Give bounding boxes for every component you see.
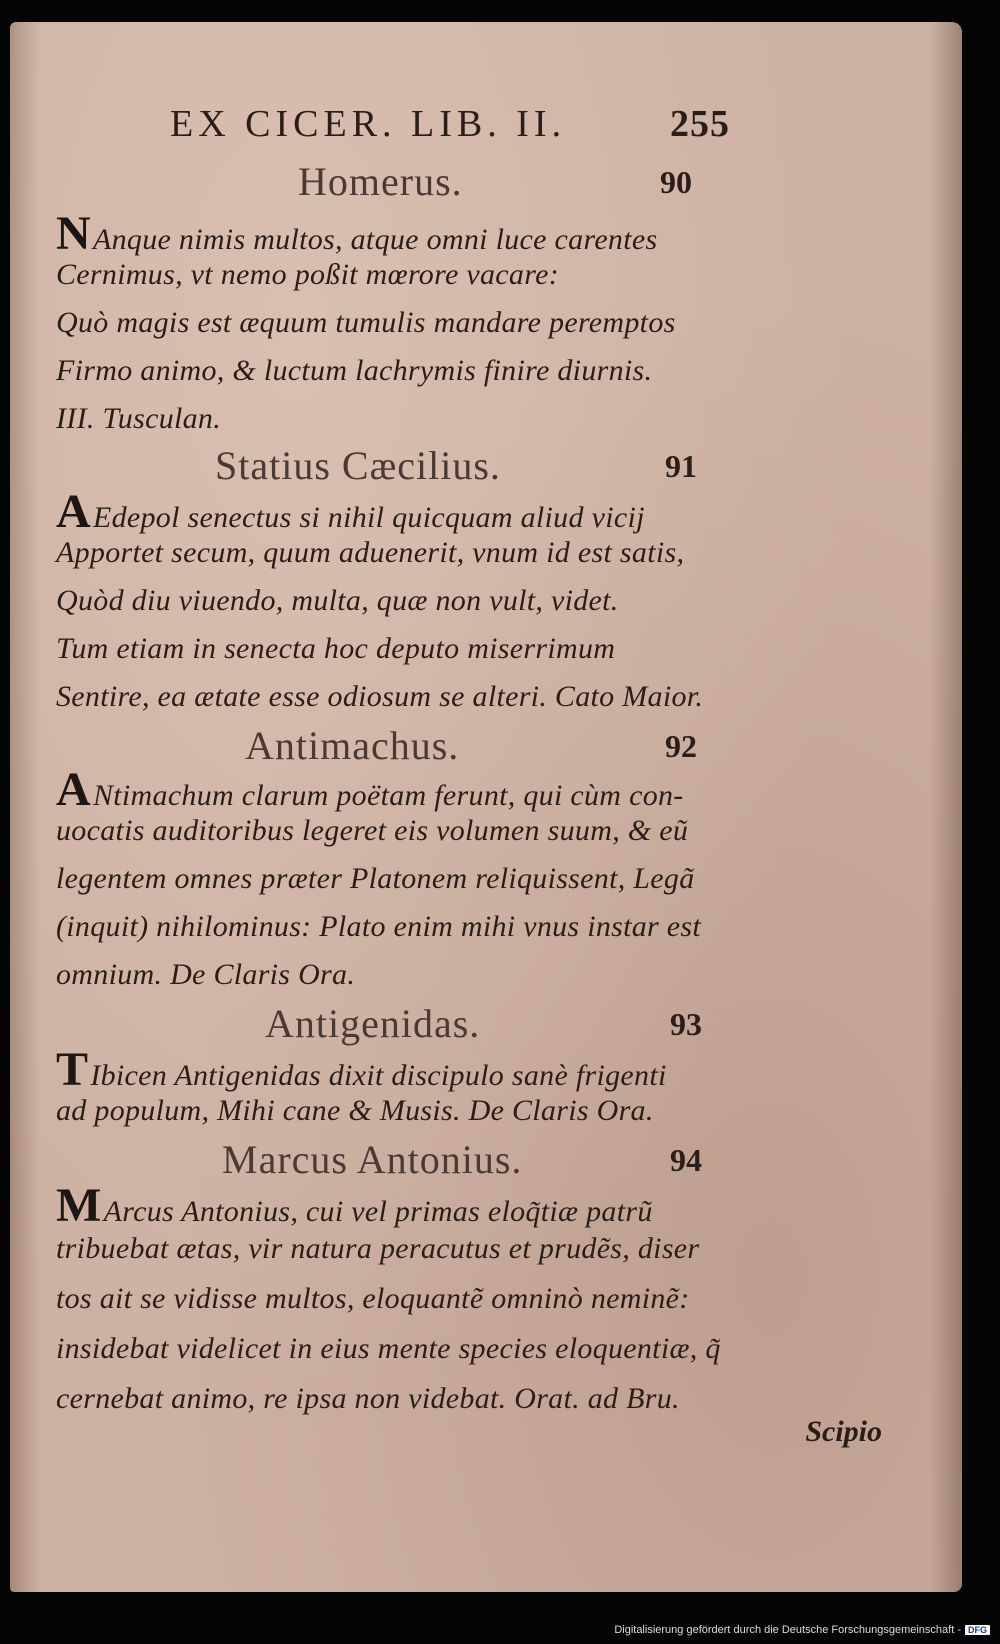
section-number: 91 xyxy=(665,448,697,484)
drop-cap: N xyxy=(56,207,91,260)
text-line: (inquit) nihilominus: Plato enim mihi vnus instar est xyxy=(56,910,702,943)
text-line: ad populum, Mihi cane & Musis. De Claris Ora. xyxy=(56,1094,654,1127)
dfg-logo-icon: DFG xyxy=(965,1625,990,1635)
text-line: Quò magis est æquum tumulis mandare peremptos xyxy=(56,306,676,339)
text-line: TIbicen Antigenidas dixit discipulo sanè frigenti xyxy=(56,1043,667,1096)
drop-cap: M xyxy=(56,1179,102,1232)
drop-cap: T xyxy=(56,1043,89,1096)
section-number: 92 xyxy=(665,728,697,764)
section-heading: Antigenidas. xyxy=(265,1001,481,1046)
page-number: 255 xyxy=(670,103,730,145)
section-number: 90 xyxy=(660,164,692,200)
text-line: omnium. De Claris Ora. xyxy=(56,958,356,991)
text-line: Firmo animo, & luctum lachrymis finire diurnis. xyxy=(56,354,653,387)
drop-cap: A xyxy=(56,485,91,538)
text-line: NAnque nimis multos, atque omni luce carentes xyxy=(56,207,658,260)
text-line: MArcus Antonius, cui vel primas eloq̃tiæ patrũ xyxy=(56,1179,653,1232)
text-line: cernebat animo, re ipsa non videbat. Orat. ad Bru. xyxy=(56,1382,680,1415)
text-line: Tum etiam in senecta hoc deputo miserrimum xyxy=(56,632,616,665)
running-title: EX CICER. LIB. II. xyxy=(170,103,567,145)
text-line: Sentire, ea ætate esse odiosum se alteri. Cato Maior. xyxy=(56,680,704,713)
section-heading: Antimachus. xyxy=(245,723,460,768)
text-line: tribuebat ætas, vir natura peracutus et prudẽs, diser xyxy=(56,1232,700,1265)
drop-cap: A xyxy=(56,763,91,816)
text-line: Apportet secum, quum aduenerit, vnum id est satis, xyxy=(56,536,685,569)
section-heading: Homerus. xyxy=(298,159,463,204)
section-number: 94 xyxy=(670,1142,702,1178)
text-line: insidebat videlicet in eius mente species eloquentiæ, q̃ xyxy=(56,1332,721,1365)
footer-credit xyxy=(614,1624,990,1636)
text-line: uocatis auditoribus legeret eis volumen suum, & eũ xyxy=(56,814,689,847)
text-line: Quòd diu viuendo, multa, quæ non vult, videt. xyxy=(56,584,619,617)
section-heading: Marcus Antonius. xyxy=(222,1137,523,1182)
text-line: AEdepol senectus si nihil quicquam aliud vicij xyxy=(56,485,645,538)
footer-text: Digitalisierung gefördert durch die Deutsche Forschungsgemeinschaft - xyxy=(614,1624,961,1636)
running-head xyxy=(170,102,730,146)
text-line: ANtimachum clarum poëtam ferunt, qui cùm con- xyxy=(56,763,684,816)
text-line: Cernimus, vt nemo poßit mœrore vacare: xyxy=(56,258,559,291)
catchword: Scipio xyxy=(805,1415,882,1448)
text-line: tos ait se vidisse multos, eloquantẽ omninò neminẽ: xyxy=(56,1282,690,1315)
book-page xyxy=(10,22,962,1592)
section-number: 93 xyxy=(670,1006,702,1042)
text-line: III. Tusculan. xyxy=(56,402,222,435)
section-heading: Statius Cæcilius. xyxy=(215,443,501,488)
text-line: legentem omnes præter Platonem reliquissent, Legã xyxy=(56,862,695,895)
